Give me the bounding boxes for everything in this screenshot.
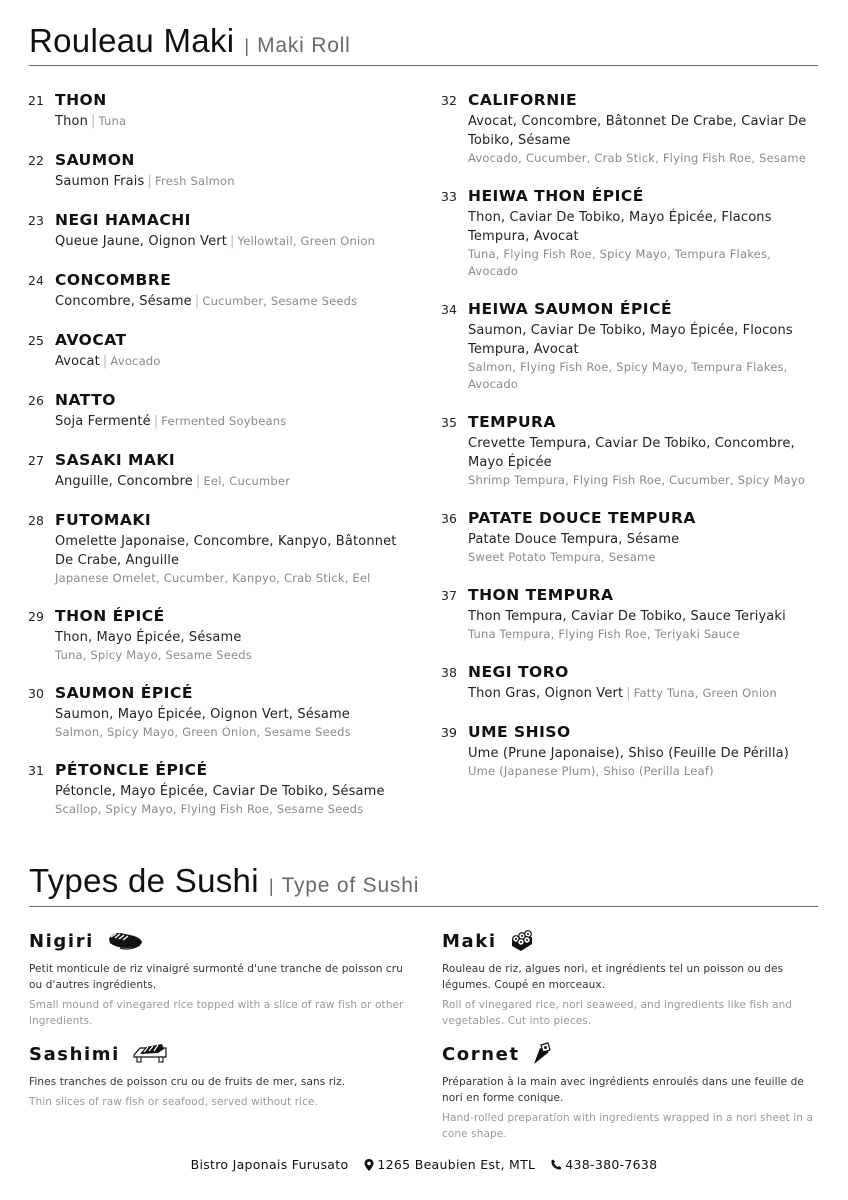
item-ingredients: [55, 112, 408, 131]
item-name: NEGI HAMACHI: [55, 211, 191, 229]
item-ingredients-fr: Omelette Japonaise, Concombre, Kanpyo, Bâtonnet De Crabe, Anguille: [55, 534, 397, 568]
hand-roll-icon: [532, 1042, 552, 1066]
item-number: 31: [28, 763, 44, 778]
menu-item: [441, 508, 821, 566]
item-number: 24: [28, 273, 44, 288]
menu-item: [28, 90, 408, 131]
menu-item: [441, 90, 821, 167]
item-name: SASAKI MAKI: [55, 451, 176, 469]
item-number: 26: [28, 393, 44, 408]
item-number: 37: [441, 588, 457, 603]
item-name: SAUMON: [55, 151, 135, 169]
footer: [0, 1157, 848, 1172]
menu-item: [441, 662, 821, 703]
menu-item: [441, 412, 821, 489]
type-description-fr: Fines tranches de poisson cru ou de fruits de mer, sans riz.: [29, 1076, 346, 1088]
item-name: UME SHISO: [468, 723, 571, 741]
section-title-main: Types de Sushi: [29, 862, 259, 899]
menu-item: [28, 683, 408, 741]
item-ingredients-en: Japanese Omelet, Cucumber, Kanpyo, Crab Stick, Eel: [55, 571, 371, 585]
item-name: PATATE DOUCE TEMPURA: [468, 509, 696, 527]
type-cornet: [442, 1042, 822, 1142]
menu-item: [28, 330, 408, 371]
section-title-maki: [29, 22, 818, 66]
item-number: 33: [441, 189, 457, 204]
item-number: 39: [441, 725, 457, 740]
item-ingredients-en: Tuna, Flying Fish Roe, Spicy Mayo, Tempura Flakes, Avocado: [468, 247, 771, 278]
phone: [551, 1157, 657, 1172]
type-description-fr: Préparation à la main avec ingrédients enroulés dans une feuille de nori en forme conique.: [442, 1076, 804, 1104]
item-number: 27: [28, 453, 44, 468]
address-text: 1265 Beaubien Est, MTL: [377, 1157, 536, 1172]
item-ingredients-fr: Pétoncle, Mayo Épicée, Caviar De Tobiko, Sésame: [55, 784, 385, 799]
item-ingredients-fr: Saumon, Caviar De Tobiko, Mayo Épicée, Flocons Tempura, Avocat: [468, 323, 793, 357]
item-number: 38: [441, 665, 457, 680]
map-pin-icon: [364, 1159, 374, 1171]
menu-item: [28, 270, 408, 311]
maki-icon: [509, 930, 535, 952]
item-number: 29: [28, 609, 44, 624]
item-name: FUTOMAKI: [55, 511, 152, 529]
item-ingredients-en: Ume (Japanese Plum), Shiso (Perilla Leaf): [468, 764, 714, 778]
menu-item: [28, 510, 408, 587]
item-number: 32: [441, 93, 457, 108]
item-name: HEIWA SAUMON ÉPICÉ: [468, 300, 673, 318]
type-name: Maki: [442, 930, 497, 952]
type-nigiri: [29, 929, 409, 1029]
item-ingredients-fr: Crevette Tempura, Caviar De Tobiko, Concombre, Mayo Épicée: [468, 436, 795, 470]
type-name: Cornet: [442, 1043, 520, 1065]
item-ingredients-en: Shrimp Tempura, Flying Fish Roe, Cucumber, Spicy Mayo: [468, 473, 806, 487]
item-name: HEIWA THON ÉPICÉ: [468, 187, 644, 205]
item-number: 23: [28, 213, 44, 228]
item-ingredients-en: Yellowtail, Green Onion: [237, 234, 376, 248]
separator: |: [195, 474, 201, 489]
maki-list-right: [441, 90, 821, 799]
item-ingredients-fr: Anguille, Concombre: [55, 474, 193, 489]
item-ingredients-en: Tuna Tempura, Flying Fish Roe, Teriyaki Sauce: [468, 627, 740, 641]
type-description-fr: Petit monticule de riz vinaigré surmonté d'une tranche de poisson cru ou d'autres ingrédients.: [29, 963, 403, 991]
menu-item: [441, 585, 821, 643]
item-ingredients: [55, 472, 408, 491]
item-number: 25: [28, 333, 44, 348]
restaurant-name: Bistro Japonais Furusato: [190, 1157, 349, 1172]
separator: |: [194, 294, 200, 309]
maki-list-left: [28, 90, 408, 837]
item-ingredients-fr: Queue Jaune, Oignon Vert: [55, 234, 227, 249]
item-number: 30: [28, 686, 44, 701]
item-ingredients-fr: Thon, Caviar De Tobiko, Mayo Épicée, Flacons Tempura, Avocat: [468, 210, 772, 244]
type-name: Sashimi: [29, 1043, 120, 1065]
separator: |: [229, 234, 235, 249]
item-name: NATTO: [55, 391, 116, 409]
item-name: THON: [55, 91, 107, 109]
item-ingredients-fr: Concombre, Sésame: [55, 294, 192, 309]
item-ingredients-en: Sweet Potato Tempura, Sesame: [468, 550, 656, 564]
item-ingredients-fr: Thon Tempura, Caviar De Tobiko, Sauce Teriyaki: [468, 609, 786, 624]
item-ingredients-fr: Avocat: [55, 354, 100, 369]
item-number: 36: [441, 511, 457, 526]
item-ingredients-en: Eel, Cucumber: [203, 474, 291, 488]
item-ingredients-en: Fresh Salmon: [155, 174, 235, 188]
section-title-sub: Type of Sushi: [281, 874, 420, 897]
item-ingredients: [55, 352, 408, 371]
type-maki: [442, 929, 822, 1029]
item-ingredients-fr: Soja Fermenté: [55, 414, 151, 429]
type-description-en: Small mound of vinegared rice topped with a slice of raw fish or other ingredients.: [29, 999, 404, 1027]
item-number: 21: [28, 93, 44, 108]
item-number: 28: [28, 513, 44, 528]
item-ingredients-fr: Thon Gras, Oignon Vert: [468, 686, 624, 701]
separator: |: [102, 354, 108, 369]
item-number: 22: [28, 153, 44, 168]
item-ingredients: [55, 412, 408, 431]
menu-item: [28, 150, 408, 191]
item-ingredients-fr: Saumon Frais: [55, 174, 145, 189]
type-description-en: Thin slices of raw fish or seafood, served without rice.: [29, 1096, 319, 1108]
title-separator: |: [244, 36, 250, 56]
phone-number: 438-380-7638: [565, 1157, 658, 1172]
item-ingredients-en: Salmon, Spicy Mayo, Green Onion, Sesame Seeds: [55, 725, 351, 739]
item-ingredients-en: Fermented Soybeans: [161, 414, 287, 428]
type-description-en: Roll of vinegared rice, nori seaweed, and ingredients like fish and vegetables. Cut into pieces.: [442, 999, 793, 1027]
item-name: SAUMON ÉPICÉ: [55, 684, 193, 702]
section-title-main: Rouleau Maki: [29, 22, 235, 59]
title-separator: |: [268, 876, 274, 896]
menu-item: [28, 450, 408, 491]
item-name: PÉTONCLE ÉPICÉ: [55, 761, 208, 779]
address: [364, 1157, 535, 1172]
item-ingredients-en: Tuna: [98, 114, 127, 128]
item-name: THON TEMPURA: [468, 586, 614, 604]
type-description-fr: Rouleau de riz, algues nori, et ingrédients tel un poisson ou des légumes. Coupé en morceaux.: [442, 963, 784, 991]
item-ingredients-en: Cucumber, Sesame Seeds: [202, 294, 358, 308]
separator: |: [626, 686, 631, 701]
menu-item: [441, 186, 821, 280]
type-sashimi: [29, 1042, 409, 1110]
menu-item: [28, 390, 408, 431]
menu-item: [28, 210, 408, 251]
item-ingredients-en: Tuna, Spicy Mayo, Sesame Seeds: [55, 648, 253, 662]
item-ingredients-fr: Saumon, Mayo Épicée, Oignon Vert, Sésame: [55, 707, 350, 722]
item-ingredients-en: Avocado, Cucumber, Crab Stick, Flying Fish Roe, Sesame: [468, 151, 807, 165]
menu-item: [28, 606, 408, 664]
item-ingredients-fr: Avocat, Concombre, Bâtonnet De Crabe, Caviar De Tobiko, Sésame: [468, 114, 807, 148]
item-name: CONCOMBRE: [55, 271, 172, 289]
item-ingredients-fr: Patate Douce Tempura, Sésame: [468, 532, 680, 547]
item-ingredients-fr: Thon, Mayo Épicée, Sésame: [55, 630, 242, 645]
item-ingredients-en: Scallop, Spicy Mayo, Flying Fish Roe, Sesame Seeds: [55, 802, 364, 816]
separator: |: [90, 114, 96, 129]
item-ingredients-en: Avocado: [110, 354, 161, 368]
item-ingredients-en: Salmon, Flying Fish Roe, Spicy Mayo, Tempura Flakes, Avocado: [468, 360, 788, 391]
item-name: THON ÉPICÉ: [55, 607, 165, 625]
menu-item: [28, 760, 408, 818]
separator: |: [147, 174, 153, 189]
item-name: TEMPURA: [468, 413, 556, 431]
item-number: 34: [441, 302, 457, 317]
type-description-en: Hand-rolled preparation with ingredients wrapped in a nori sheet in a cone shape.: [442, 1112, 813, 1140]
item-ingredients-fr: Ume (Prune Japonaise), Shiso (Feuille De Périlla): [468, 746, 789, 761]
section-title-types: [29, 862, 818, 907]
separator: |: [153, 414, 159, 429]
sashimi-icon: [132, 1043, 168, 1065]
menu-item: [441, 722, 821, 780]
phone-icon: [551, 1159, 562, 1170]
section-title-sub: Maki Roll: [257, 34, 351, 57]
item-ingredients: [55, 292, 408, 311]
item-ingredients-fr: Thon: [55, 114, 88, 129]
nigiri-icon: [106, 931, 144, 951]
item-ingredients: [468, 684, 821, 703]
item-name: CALIFORNIE: [468, 91, 578, 109]
item-ingredients: [55, 172, 408, 191]
item-name: AVOCAT: [55, 331, 127, 349]
item-ingredients-en: Fatty Tuna, Green Onion: [633, 686, 777, 700]
menu-item: [441, 299, 821, 393]
item-number: 35: [441, 415, 457, 430]
type-name: Nigiri: [29, 930, 94, 952]
item-ingredients: [55, 232, 408, 251]
item-name: NEGI TORO: [468, 663, 569, 681]
